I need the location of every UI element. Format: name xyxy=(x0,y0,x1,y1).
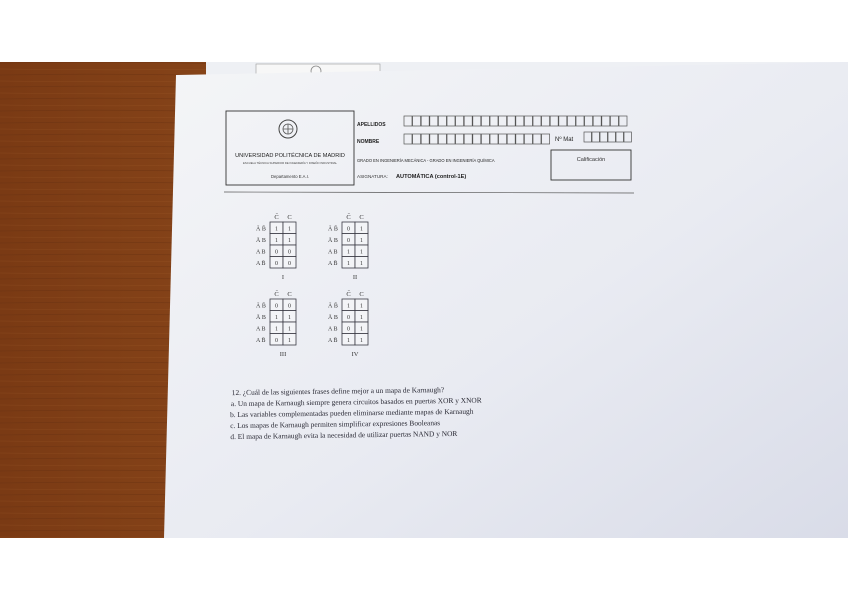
kmap-cell-value: 1 xyxy=(275,238,278,244)
kmap-col-label: C xyxy=(287,214,292,221)
kmap-cell-value: 1 xyxy=(347,338,350,344)
kmap-cell-value: 1 xyxy=(360,238,363,244)
kmap-cell-value: 1 xyxy=(360,326,363,333)
asignatura-value: AUTOMÁTICA (control-1E) xyxy=(396,174,467,180)
kmap-row-label: A B̄ xyxy=(256,338,266,344)
kmap-cell-value: 0 xyxy=(275,338,278,344)
department-name: Departamento E.A.I. xyxy=(271,174,309,179)
kmap-row-label: A B̄ xyxy=(256,261,266,267)
kmap-cell-value: 1 xyxy=(360,303,363,310)
kmap-cell-value: 1 xyxy=(288,226,291,233)
kmap-row-label: Ā B xyxy=(328,315,338,321)
grado-line: GRADO EN INGENIERÍA MECÁNICA - GRADO EN INGENIERÍA QUÍMICA xyxy=(357,158,495,163)
kmap-col-label: C xyxy=(359,291,364,298)
kmap-row-label: A B xyxy=(256,249,266,256)
kmap-cell-value: 0 xyxy=(288,261,291,267)
asignatura-label: ASIGNATURA: xyxy=(357,174,388,179)
kmap-cell-value: 0 xyxy=(275,261,278,267)
apellidos-boxes xyxy=(404,116,627,126)
kmap-label: IV xyxy=(351,351,359,358)
kmap-row-label: Ā B̄ xyxy=(328,226,338,233)
kmap-cell-value: 0 xyxy=(275,303,278,310)
kmap-cell-value: 1 xyxy=(360,338,363,344)
kmap-cell-value: 0 xyxy=(275,249,278,256)
kmap-cell-value: 1 xyxy=(347,249,350,256)
kmap-row-label: A B xyxy=(256,326,266,333)
kmap-row-label: Ā B̄ xyxy=(256,226,266,233)
option-a: a. Un mapa de Karnaugh siempre genera circuitos basados en puertas XOR y XNOR xyxy=(230,395,482,409)
kmap-row-label: Ā B̄ xyxy=(256,303,266,310)
kmap-cell-value: 1 xyxy=(347,261,350,267)
kmap-cell-value: 1 xyxy=(288,315,291,321)
kmap-cell-value: 1 xyxy=(360,261,363,267)
kmap-label: III xyxy=(279,351,287,358)
kmap-col-label: C̄ xyxy=(346,214,351,221)
kmap-row-label: Ā B xyxy=(256,238,266,244)
kmap-col-label: C xyxy=(359,214,364,221)
kmap-cell-value: 1 xyxy=(347,303,350,310)
option-d: d. El mapa de Karnaugh evita la necesidad de utilizar puertas NAND y NOR xyxy=(230,428,458,442)
option-c: c. Los mapas de Karnaugh permiten simplificar expresiones Booleanas xyxy=(230,418,441,431)
kmap-row-label: Ā B̄ xyxy=(328,303,338,310)
kmap-row-label: A B xyxy=(328,326,338,333)
kmap-row-label: A B xyxy=(328,249,338,256)
kmap-col-label: C̄ xyxy=(346,291,351,298)
kmap-col-label: C xyxy=(287,291,292,298)
exam-sheet xyxy=(164,62,848,538)
kmap-col-label: C̄ xyxy=(274,214,279,221)
kmap-col-label: C̄ xyxy=(274,291,279,298)
kmap-cell-value: 0 xyxy=(347,238,350,244)
kmap-row-label: A B̄ xyxy=(328,261,338,267)
kmap-cell-value: 1 xyxy=(288,326,291,333)
nombre-label: NOMBRE xyxy=(357,139,380,145)
kmap-cell-value: 0 xyxy=(288,303,291,310)
kmap-label: I xyxy=(281,274,285,281)
kmap-row-label: Ā B xyxy=(328,238,338,244)
calificacion-label: Calificación xyxy=(576,157,606,163)
apellidos-label: APELLIDOS xyxy=(357,122,386,128)
kmap-row-label: A B̄ xyxy=(328,338,338,344)
kmap-cell-value: 0 xyxy=(347,326,350,333)
option-b: b. Las variables complementadas pueden eliminarse mediante mapas de Karnaugh xyxy=(229,406,474,420)
nmat-label: Nº Mat xyxy=(555,137,574,143)
kmap-cell-value: 1 xyxy=(288,238,291,244)
kmap-cell-value: 1 xyxy=(360,315,363,321)
kmap-cell-value: 0 xyxy=(347,226,350,233)
kmap-row-label: Ā B xyxy=(256,315,266,321)
kmap-label: II xyxy=(352,274,358,281)
university-name: UNIVERSIDAD POLITÉCNICA DE MADRID xyxy=(235,153,345,159)
kmap-cell-value: 1 xyxy=(275,226,278,233)
nmat-boxes xyxy=(584,132,631,142)
kmap-cell-value: 1 xyxy=(275,315,278,321)
school-name: ESCUELA TÉCNICA SUPERIOR DE INGENIERÍA Y DISEÑO INDUSTRIAL xyxy=(242,161,338,165)
question-title: 12. ¿Cuál de las siguientes frases define mejor a un mapa de Karnaugh? xyxy=(231,385,445,398)
kmap-cell-value: 1 xyxy=(275,326,278,333)
kmap-cell-value: 1 xyxy=(360,226,363,233)
kmap-cell-value: 1 xyxy=(288,338,291,344)
kmap-cell-value: 0 xyxy=(347,315,350,321)
kmap-cell-value: 1 xyxy=(360,249,363,256)
kmap-cell-value: 0 xyxy=(288,249,291,256)
